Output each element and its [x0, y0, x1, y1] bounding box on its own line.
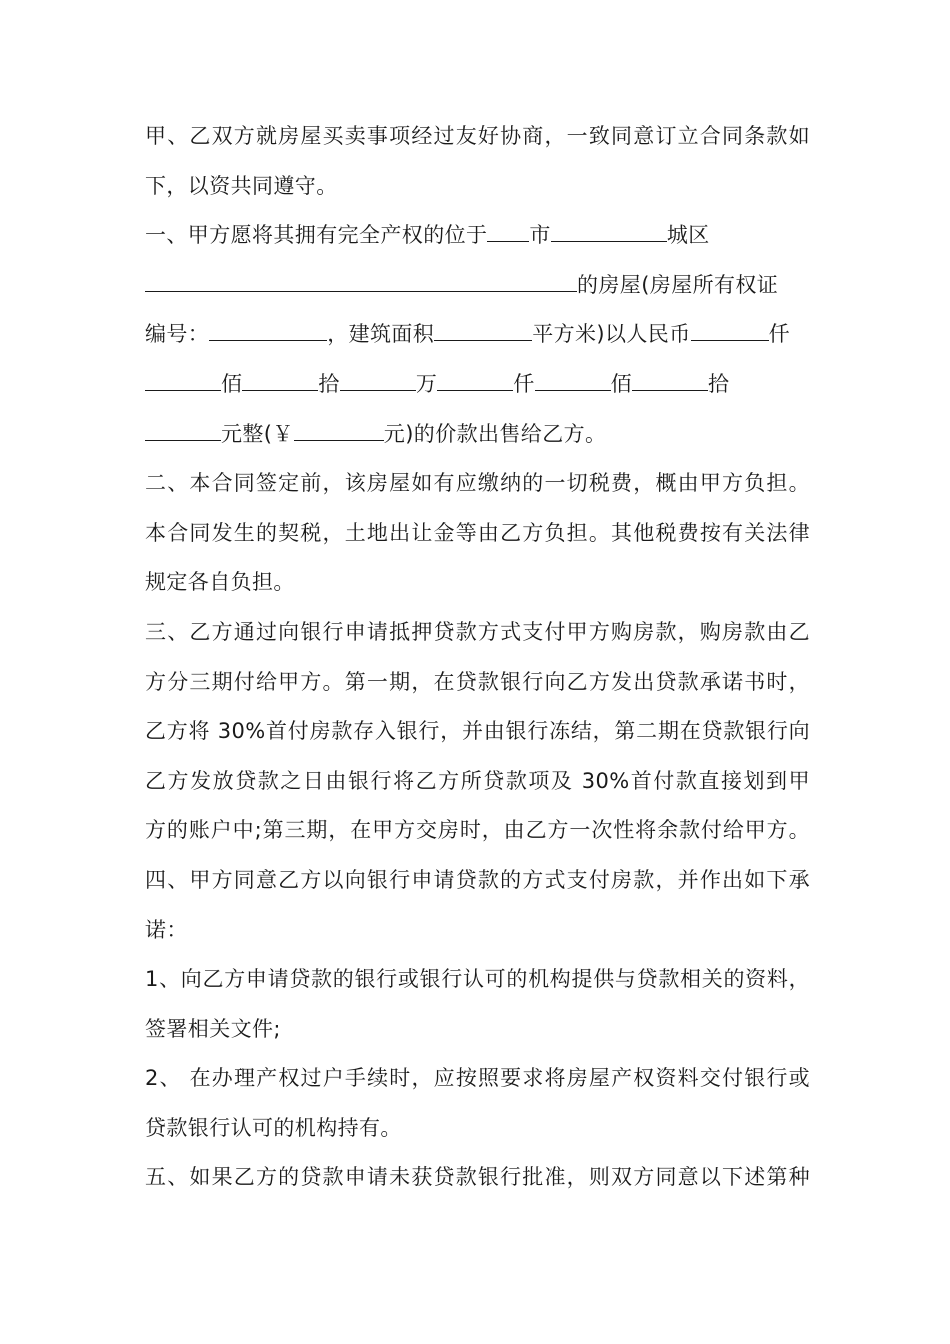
- text-line: 五、如果乙方的贷款申请未获贷款银行批准，则双方同意以下述第种: [145, 1165, 810, 1190]
- text-line: 方的账户中;第三期，在甲方交房时，由乙方一次性将余款付给甲方。: [145, 818, 810, 843]
- fill-blank: [632, 370, 708, 391]
- text-line: [145, 410, 810, 460]
- fill-blank: [294, 420, 384, 441]
- fill-blank: [487, 221, 529, 242]
- fill-blank: [437, 370, 513, 391]
- text-line: 下，以资共同遵守。: [145, 173, 338, 198]
- text-line: 乙方发放贷款之日由银行将乙方所贷款项及 30%首付款直接划到甲: [145, 768, 810, 793]
- text-line: 签署相关文件;: [145, 1016, 281, 1041]
- text-line: [145, 211, 810, 261]
- fill-blank: [340, 370, 416, 391]
- text-segment: 万: [415, 371, 438, 396]
- text-segment: 佰: [610, 371, 633, 396]
- text-line: 诺：: [145, 917, 188, 942]
- text-segment: 一、甲方愿将其拥有完全产权的位于: [145, 223, 488, 248]
- text-line: 方分三期付给甲方。第一期，在贷款银行向乙方发出贷款承诺书时，: [145, 669, 810, 694]
- fill-blank: [691, 320, 769, 341]
- text-segment: 仟: [513, 371, 535, 396]
- text-segment: 平方米)以人民币: [532, 322, 691, 347]
- text-line: 1、向乙方申请贷款的银行或银行认可的机构提供与贷款相关的资料，: [145, 967, 810, 992]
- fill-blank: [535, 370, 611, 391]
- text-line: [145, 261, 810, 311]
- text-segment: ，建筑面积: [327, 322, 435, 347]
- fill-blank: [242, 370, 318, 391]
- text-line: 2、 在办理产权过户手续时，应按照要求将房屋产权资料交付银行或: [145, 1066, 810, 1091]
- text-line: 本合同发生的契税，土地出让金等由乙方负担。其他税费按有关法律: [145, 520, 810, 545]
- fill-blank: [145, 420, 221, 441]
- text-segment: 元整(￥: [221, 421, 294, 446]
- text-segment: 拾: [318, 371, 340, 396]
- text-line: [145, 360, 810, 410]
- text-segment: 佰: [221, 371, 243, 396]
- text-line: 规定各自负担。: [145, 570, 295, 595]
- text-line: 乙方将 30%首付房款存入银行，并由银行冻结，第二期在贷款银行向: [145, 719, 810, 744]
- text-segment: 城区: [666, 223, 710, 248]
- fill-blank: [434, 320, 532, 341]
- text-line: 甲、乙双方就房屋买卖事项经过友好协商，一致同意订立合同条款如: [145, 124, 810, 148]
- text-line: 二、本合同签定前，该房屋如有应缴纳的一切税费，概由甲方负担。: [145, 471, 810, 496]
- text-segment: 市: [529, 223, 551, 248]
- fill-blank: [551, 221, 667, 242]
- text-segment: 拾: [708, 371, 730, 396]
- fill-blank: [145, 271, 577, 292]
- text-segment: 仟: [768, 322, 791, 347]
- contract-body: [145, 112, 810, 1203]
- text-line: 三、乙方通过向银行申请抵押贷款方式支付甲方购房款，购房款由乙: [145, 619, 810, 644]
- text-segment: 元)的价款出售给乙方。: [383, 421, 607, 446]
- fill-blank: [145, 370, 221, 391]
- text-line: [145, 310, 810, 360]
- text-segment: 编号：: [145, 322, 210, 347]
- fill-blank: [209, 320, 327, 341]
- text-line: 贷款银行认可的机构持有。: [145, 1115, 402, 1140]
- text-segment: 的房屋(房屋所有权证: [577, 272, 779, 297]
- text-line: 四、甲方同意乙方以向银行申请贷款的方式支付房款，并作出如下承: [145, 867, 810, 892]
